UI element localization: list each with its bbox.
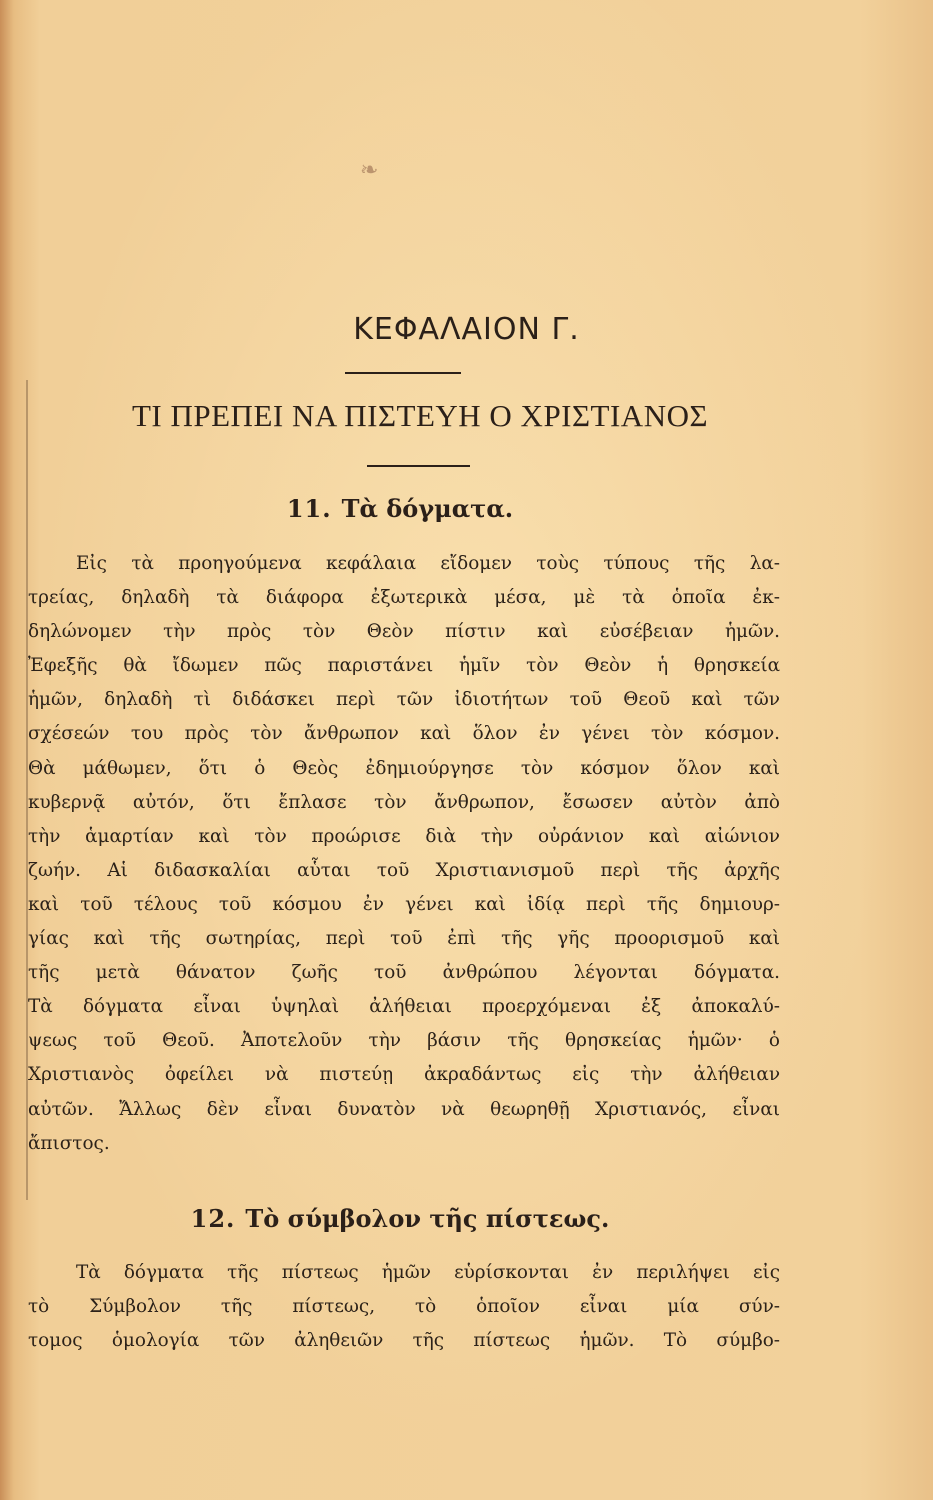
text-line: τρείας, δηλαδὴ τὰ διάφορα ἐξωτερικὰ μέσα, μὲ τὰ ὁποῖα ἐκ- [28,587,780,609]
section-12-body [28,1256,780,1358]
section-12-heading [0,1204,800,1233]
text-line: ψεως τοῦ Θεοῦ. Ἀποτελοῦν τὴν βάσιν τῆς θρησκείας ἡμῶν· ὁ [28,1030,780,1052]
section-11-body [28,547,780,1161]
text-line: ἄπιστος. [28,1132,110,1154]
text-line: τῆς μετὰ θάνατον ζωῆς τοῦ ἀνθρώπου λέγονται δόγματα. [28,962,780,984]
text-line: Θὰ μάθωμεν, ὅτι ὁ Θεὸς ἐδημιούργησε τὸν κόσμον ὅλον καὶ [28,757,780,779]
text-line: Χριστιανὸς ὀφείλει νὰ πιστεύῃ ἀκραδάντως εἰς τὴν ἀλήθειαν [28,1064,780,1086]
text-line: Εἰς τὰ προηγούμενα κεφάλαια εἴδομεν τοὺς τύπους τῆς λα- [76,553,780,574]
chapter-title: ΤΙ ΠΡΕΠΕΙ ΝΑ ΠΙΣΤΕΥΗ Ο ΧΡΙΣΤΙΑΝΟΣ [131,398,709,433]
text-line: σχέσεών του πρὸς τὸν ἄνθρωπον καὶ ὅλον ἐν γένει τὸν κόσμον. [28,723,780,745]
text-line: δηλώνομεν τὴν πρὸς τὸν Θεὸν πίστιν καὶ εὐσέβειαν ἡμῶν. [28,621,780,643]
text-line: Ἐφεξῆς θὰ ἴδωμεν πῶς παριστάνει ἡμῖν τὸν Θεὸν ἡ θρησκεία [28,655,780,677]
text-line: ἡμῶν, δηλαδὴ τὶ διδάσκει περὶ τῶν ἰδιοτήτων τοῦ Θεοῦ καὶ τῶν [28,689,780,711]
text-line: γίας καὶ τῆς σωτηρίας, περὶ τοῦ ἐπὶ τῆς γῆς προορισμοῦ καὶ [28,928,780,950]
text-line: τὴν ἁμαρτίαν καὶ τὸν προώρισε διὰ τὴν οὐράνιον καὶ αἰώνιον [28,825,780,847]
section-11-heading [0,494,800,523]
text-line: Τὰ δόγματα εἶναι ὑψηλαὶ ἀλήθειαι προερχόμεναι ἐξ ἀποκαλύ- [28,996,780,1018]
section-number: 12. [190,1204,236,1233]
divider-bottom [367,465,470,467]
text-line: κυβερνᾷ αὐτόν, ὅτι ἔπλασε τὸν ἄνθρωπον, ἔσωσεν αὐτὸν ἀπὸ [28,791,780,813]
section-title: Τὰ δόγματα. [341,494,514,523]
text-line: τομος ὁμολογία τῶν ἀληθειῶν τῆς πίστεως ἡμῶν. Τὸ σύμβο- [28,1330,780,1352]
section-number: 11. [286,494,332,523]
text-line: ζωήν. Αἱ διδασκαλίαι αὗται τοῦ Χριστιανισμοῦ περὶ τῆς ἀρχῆς [28,859,780,881]
section-title: Τὸ σύμβολον τῆς πίστεως. [245,1204,610,1233]
divider-top [345,372,461,374]
pencil-mark-icon: ❧ [360,158,379,183]
text-line: τὸ Σύμβολον τῆς πίστεως, τὸ ὁποῖον εἶναι μία σύν- [28,1296,780,1318]
text-line: Τὰ δόγματα τῆς πίστεως ἡμῶν εὑρίσκονται ἐν περιλήψει εἰς [76,1262,780,1283]
chapter-heading: ΚΕΦΑΛΑΙΟΝ Γ. [353,312,580,347]
text-line: αὐτῶν. Ἄλλως δὲν εἶναι δυνατὸν νὰ θεωρηθῇ Χριστιανός, εἶναι [28,1098,780,1120]
text-line: καὶ τοῦ τέλους τοῦ κόσμου ἐν γένει καὶ ἰδίᾳ περὶ τῆς δημιουρ- [28,893,780,915]
